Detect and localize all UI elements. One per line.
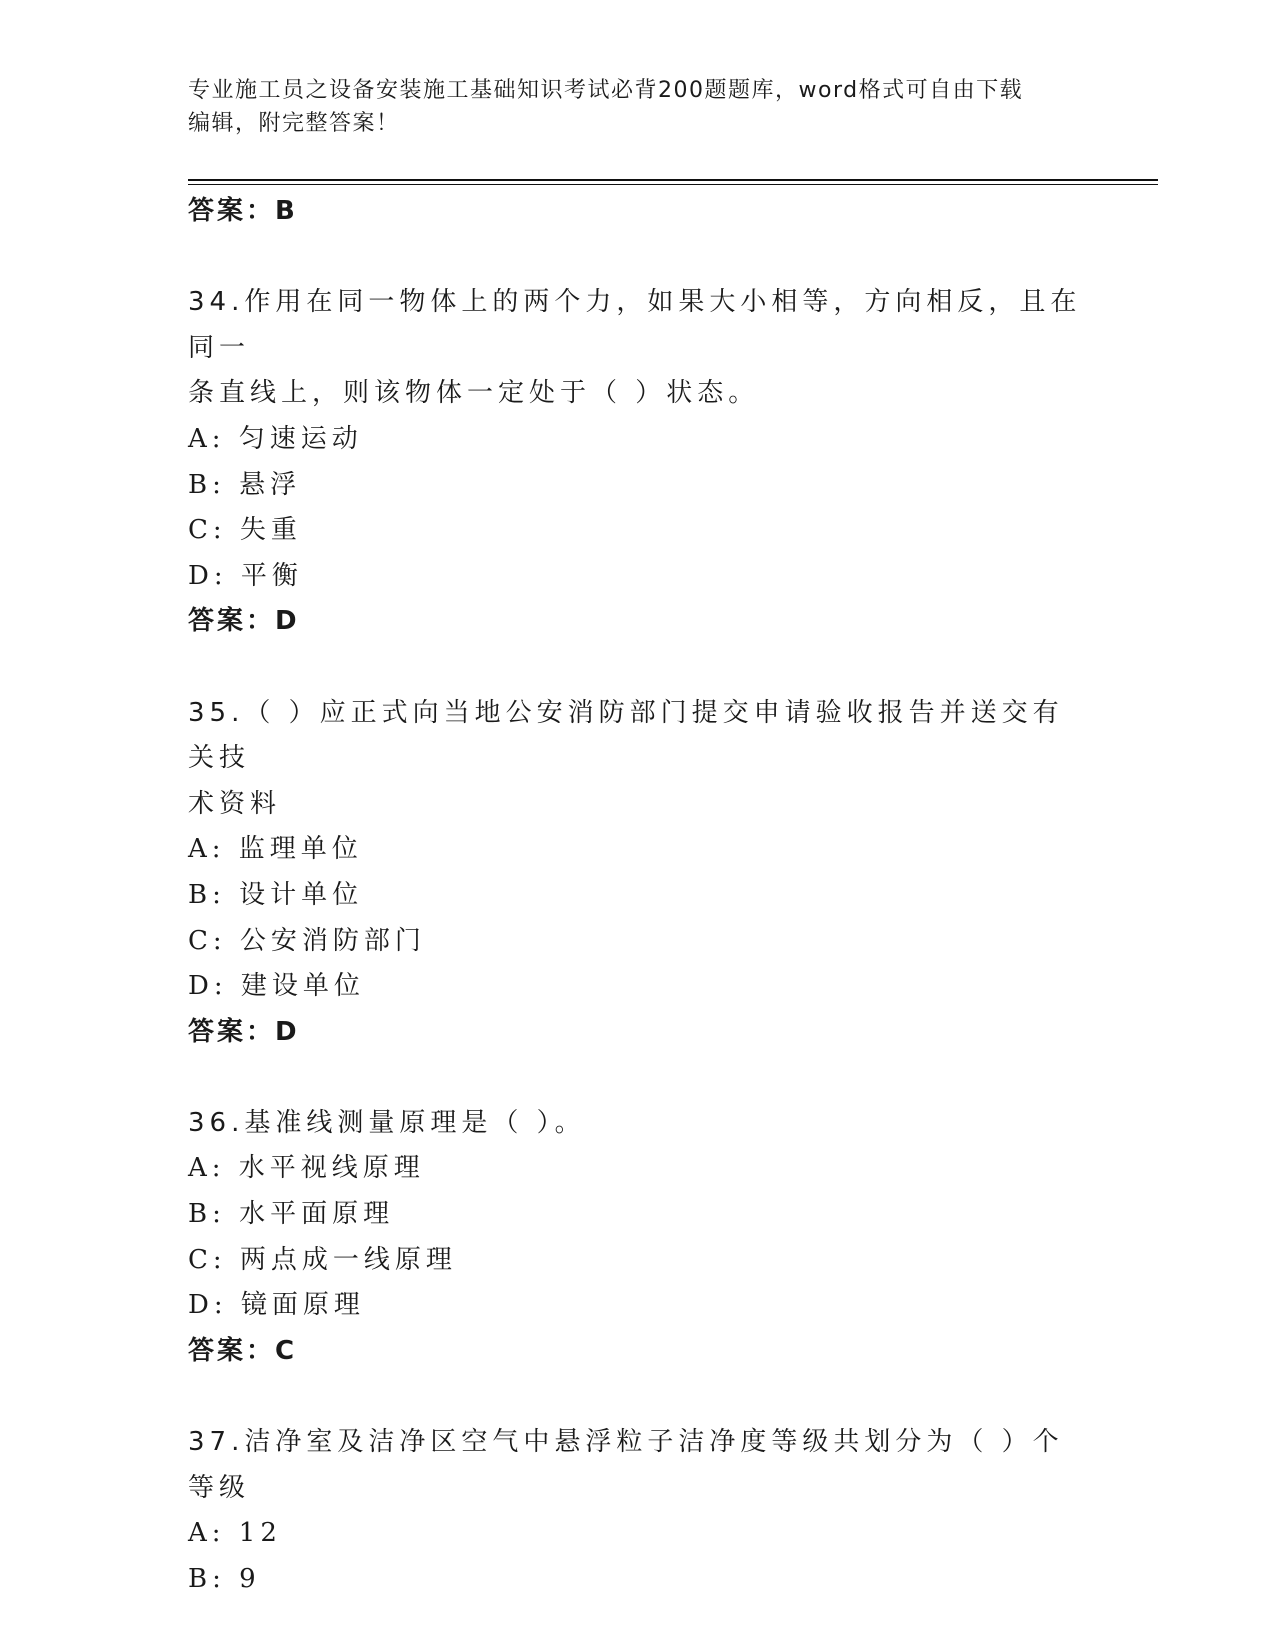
question-text-line: 34.作用在同一物体上的两个力，如果大小相等，方向相反，且在同一 — [188, 287, 1082, 363]
answer-line: 答案：C — [188, 1335, 298, 1366]
header-line-2: 编辑，附完整答案！ — [188, 111, 400, 136]
option-b: B: 悬浮 — [188, 469, 302, 500]
option-c: C: 失重 — [188, 515, 302, 546]
spacer — [188, 1374, 1088, 1420]
header-divider — [188, 179, 1158, 185]
option-a: A: 12 — [188, 1518, 282, 1549]
spacer — [188, 1055, 1088, 1101]
option-a: A: 监理单位 — [188, 834, 363, 865]
option-b: B: 9 — [188, 1563, 261, 1594]
option-a: A: 水平视线原理 — [188, 1153, 425, 1184]
question-text-line: 术资料 — [188, 788, 282, 819]
option-c: C: 公安消防部门 — [188, 925, 426, 956]
option-b: B: 水平面原理 — [188, 1199, 395, 1230]
answer-line: 答案：D — [188, 606, 300, 637]
question-34 — [188, 280, 1088, 645]
question-37 — [188, 1420, 1088, 1602]
question-36 — [188, 1101, 1088, 1375]
document-body — [188, 189, 1088, 1602]
option-c: C: 两点成一线原理 — [188, 1244, 457, 1275]
question-35 — [188, 691, 1088, 1056]
document-header — [188, 74, 1088, 140]
question-text-line: 35.（ ）应正式向当地公安消防部门提交申请验收报告并送交有关技 — [188, 697, 1064, 774]
option-d: D: 镜面原理 — [188, 1290, 365, 1321]
spacer — [188, 645, 1088, 691]
answer-line: 答案：B — [188, 196, 298, 226]
option-b: B: 设计单位 — [188, 879, 364, 910]
option-d: D: 平衡 — [188, 560, 303, 591]
option-d: D: 建设单位 — [188, 971, 365, 1002]
option-a: A: 匀速运动 — [188, 423, 363, 454]
header-line-1: 专业施工员之设备安装施工基础知识考试必背200题题库，word格式可自由下载 — [188, 78, 1024, 103]
question-text-line: 36.基准线测量原理是（ ）。 — [188, 1107, 586, 1138]
question-text-line: 条直线上，则该物体一定处于（ ）状态。 — [188, 378, 760, 409]
question-text-line: 37.洁净室及洁净区空气中悬浮粒子洁净度等级共划分为（ ）个等级 — [188, 1427, 1064, 1503]
spacer — [188, 235, 1088, 281]
answer-line: 答案：D — [188, 1016, 300, 1047]
